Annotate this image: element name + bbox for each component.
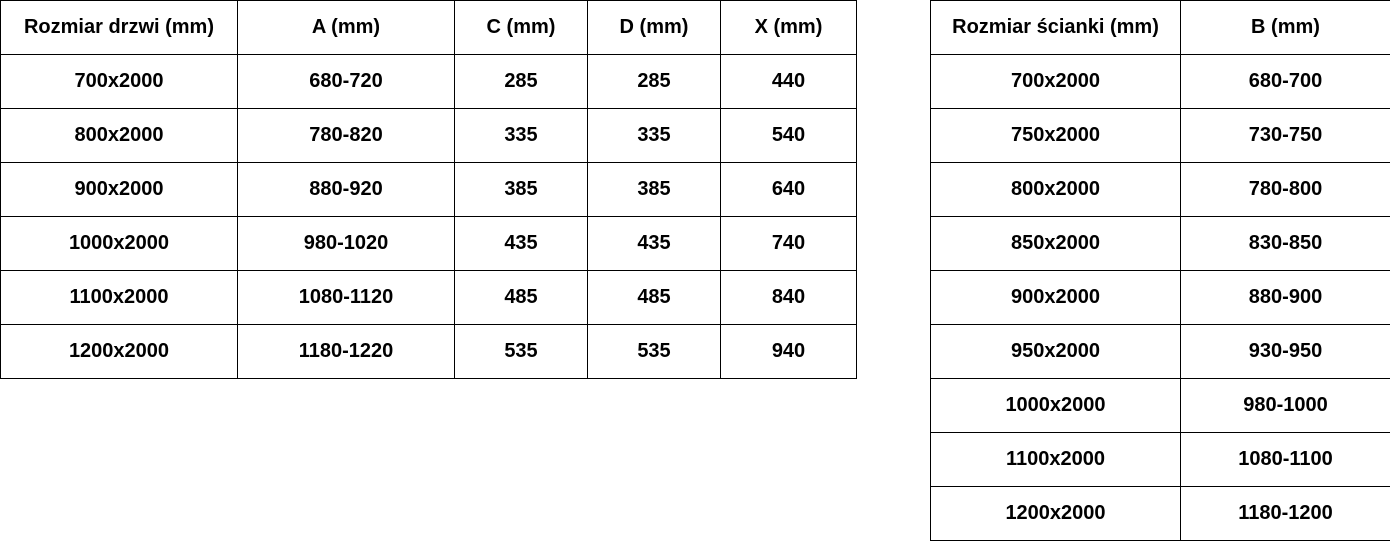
cell-door-size: 1200x2000 — [1, 325, 238, 379]
cell-b: 1180-1200 — [1181, 487, 1390, 541]
table-row — [1, 109, 857, 163]
table-row — [931, 487, 1390, 541]
table-row — [931, 325, 1390, 379]
table-row — [1, 55, 857, 109]
cell-a: 1080-1120 — [238, 271, 455, 325]
cell-wall-size: 750x2000 — [931, 109, 1181, 163]
column-header-b: B (mm) — [1181, 1, 1390, 55]
cell-wall-size: 900x2000 — [931, 271, 1181, 325]
table-row — [931, 379, 1390, 433]
cell-wall-size: 800x2000 — [931, 163, 1181, 217]
table-row — [1, 271, 857, 325]
cell-b: 730-750 — [1181, 109, 1390, 163]
column-header-door-size: Rozmiar drzwi (mm) — [1, 1, 238, 55]
column-header-a: A (mm) — [238, 1, 455, 55]
cell-b: 680-700 — [1181, 55, 1390, 109]
cell-d: 435 — [588, 217, 721, 271]
cell-door-size: 1100x2000 — [1, 271, 238, 325]
table-row — [1, 325, 857, 379]
cell-d: 335 — [588, 109, 721, 163]
table-row — [1, 217, 857, 271]
cell-x: 640 — [721, 163, 857, 217]
cell-x: 540 — [721, 109, 857, 163]
cell-door-size: 900x2000 — [1, 163, 238, 217]
table-header-row — [931, 1, 1390, 55]
cell-b: 780-800 — [1181, 163, 1390, 217]
cell-d: 285 — [588, 55, 721, 109]
column-header-wall-size: Rozmiar ścianki (mm) — [931, 1, 1181, 55]
cell-d: 485 — [588, 271, 721, 325]
wall-panel-dimensions-table — [930, 0, 1390, 541]
table-row — [1, 163, 857, 217]
cell-c: 535 — [455, 325, 588, 379]
cell-c: 335 — [455, 109, 588, 163]
cell-wall-size: 1100x2000 — [931, 433, 1181, 487]
column-header-d: D (mm) — [588, 1, 721, 55]
cell-x: 840 — [721, 271, 857, 325]
cell-x: 440 — [721, 55, 857, 109]
cell-door-size: 700x2000 — [1, 55, 238, 109]
cell-a: 680-720 — [238, 55, 455, 109]
doors-dimensions-table — [0, 0, 857, 379]
cell-a: 1180-1220 — [238, 325, 455, 379]
cell-door-size: 1000x2000 — [1, 217, 238, 271]
cell-d: 385 — [588, 163, 721, 217]
cell-wall-size: 1200x2000 — [931, 487, 1181, 541]
cell-c: 435 — [455, 217, 588, 271]
cell-c: 285 — [455, 55, 588, 109]
column-header-x: X (mm) — [721, 1, 857, 55]
cell-a: 880-920 — [238, 163, 455, 217]
table-row — [931, 109, 1390, 163]
cell-a: 980-1020 — [238, 217, 455, 271]
cell-x: 740 — [721, 217, 857, 271]
cell-wall-size: 700x2000 — [931, 55, 1181, 109]
cell-c: 485 — [455, 271, 588, 325]
table-row — [931, 163, 1390, 217]
cell-b: 880-900 — [1181, 271, 1390, 325]
table-row — [931, 271, 1390, 325]
column-header-c: C (mm) — [455, 1, 588, 55]
cell-wall-size: 1000x2000 — [931, 379, 1181, 433]
cell-b: 1080-1100 — [1181, 433, 1390, 487]
cell-wall-size: 950x2000 — [931, 325, 1181, 379]
cell-d: 535 — [588, 325, 721, 379]
cell-b: 830-850 — [1181, 217, 1390, 271]
cell-b: 930-950 — [1181, 325, 1390, 379]
table-row — [931, 217, 1390, 271]
cell-b: 980-1000 — [1181, 379, 1390, 433]
cell-wall-size: 850x2000 — [931, 217, 1181, 271]
cell-c: 385 — [455, 163, 588, 217]
table-header-row — [1, 1, 857, 55]
table-row — [931, 433, 1390, 487]
cell-x: 940 — [721, 325, 857, 379]
table-row — [931, 55, 1390, 109]
cell-a: 780-820 — [238, 109, 455, 163]
cell-door-size: 800x2000 — [1, 109, 238, 163]
